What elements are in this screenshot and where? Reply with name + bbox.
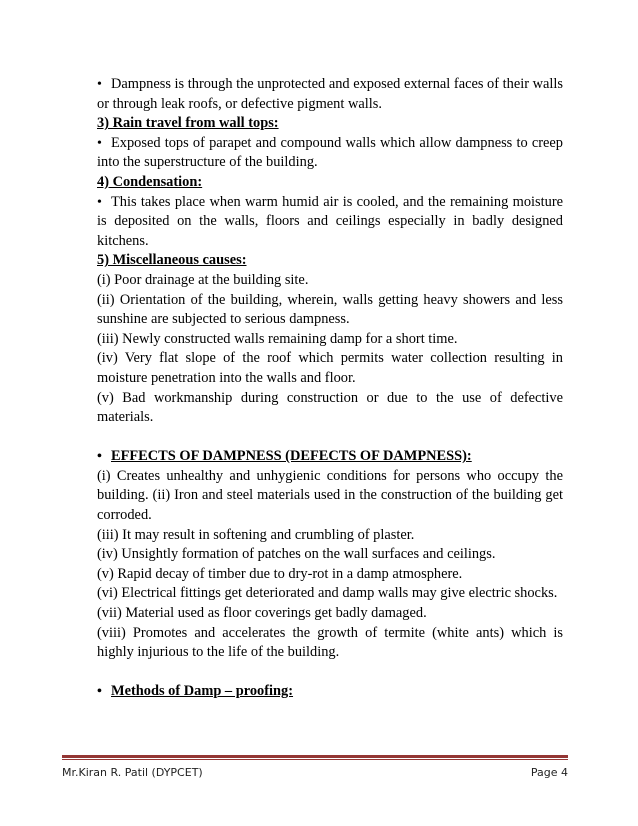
paragraph: (ii) Orientation of the building, wherein, walls getting heavy showers and less sunshine are subjected to serious dampness. bbox=[97, 291, 563, 328]
bullet-paragraph: • This takes place when warm humid air is cooled, and the remaining moisture is deposited on the walls, floors and ceilings especially in badly designed kitchens. bbox=[97, 193, 563, 252]
blank-line bbox=[97, 428, 563, 448]
page-footer bbox=[62, 766, 568, 779]
footer-rule-thick bbox=[62, 755, 568, 758]
paragraph: (v) Rapid decay of timber due to dry-rot in a damp atmosphere. bbox=[97, 565, 463, 582]
paragraph: (i) Poor drainage at the building site. bbox=[97, 271, 309, 288]
paragraph: (iii) Newly constructed walls remaining damp for a short time. bbox=[97, 330, 458, 347]
footer-rule-thin bbox=[62, 759, 568, 760]
paragraph: (vi) Electrical fittings get deteriorated and damp walls may give electric shocks. bbox=[97, 585, 558, 602]
page-body bbox=[97, 75, 563, 702]
bullet-paragraph: • Dampness is through the unprotected and exposed external faces of their walls or through leak roofs, or defective pigment walls. bbox=[97, 75, 563, 114]
bullet-paragraph: • Exposed tops of parapet and compound walls which allow dampness to creep into the superstructure of the building. bbox=[97, 134, 563, 173]
footer-author: Mr.Kiran R. Patil (DYPCET) bbox=[62, 766, 203, 779]
bullet-section-heading: • EFFECTS OF DAMPNESS (DEFECTS OF DAMPNESS): bbox=[97, 447, 563, 467]
paragraph: (iii) It may result in softening and crumbling of plaster. bbox=[97, 526, 415, 543]
paragraph: (iv) Very flat slope of the roof which permits water collection resulting in moisture penetration into the walls and floor. bbox=[97, 350, 563, 386]
footer-page-number: Page 4 bbox=[530, 766, 568, 779]
section-heading: 4) Condensation: bbox=[97, 173, 203, 190]
section-heading: 3) Rain travel from wall tops: bbox=[97, 115, 279, 132]
paragraph: (viii) Promotes and accelerates the growth of termite (white ants) which is highly injurious to the life of the building. bbox=[97, 624, 563, 661]
paragraph: (iv) Unsightly formation of patches on the wall surfaces and ceilings. bbox=[97, 546, 496, 563]
bullet-section-heading: • Methods of Damp – proofing: bbox=[97, 682, 563, 702]
paragraph: (vii) Material used as floor coverings get badly damaged. bbox=[97, 605, 427, 622]
paragraph: (v) Bad workmanship during construction or due to the use of defective materials. bbox=[97, 389, 563, 426]
section-heading: 5) Miscellaneous causes: bbox=[97, 252, 247, 269]
paragraph: (i) Creates unhealthy and unhygienic conditions for persons who occupy the building. (ii) Iron and steel materials used in the construction of the building get corroded. bbox=[97, 467, 563, 524]
blank-line bbox=[97, 663, 563, 683]
